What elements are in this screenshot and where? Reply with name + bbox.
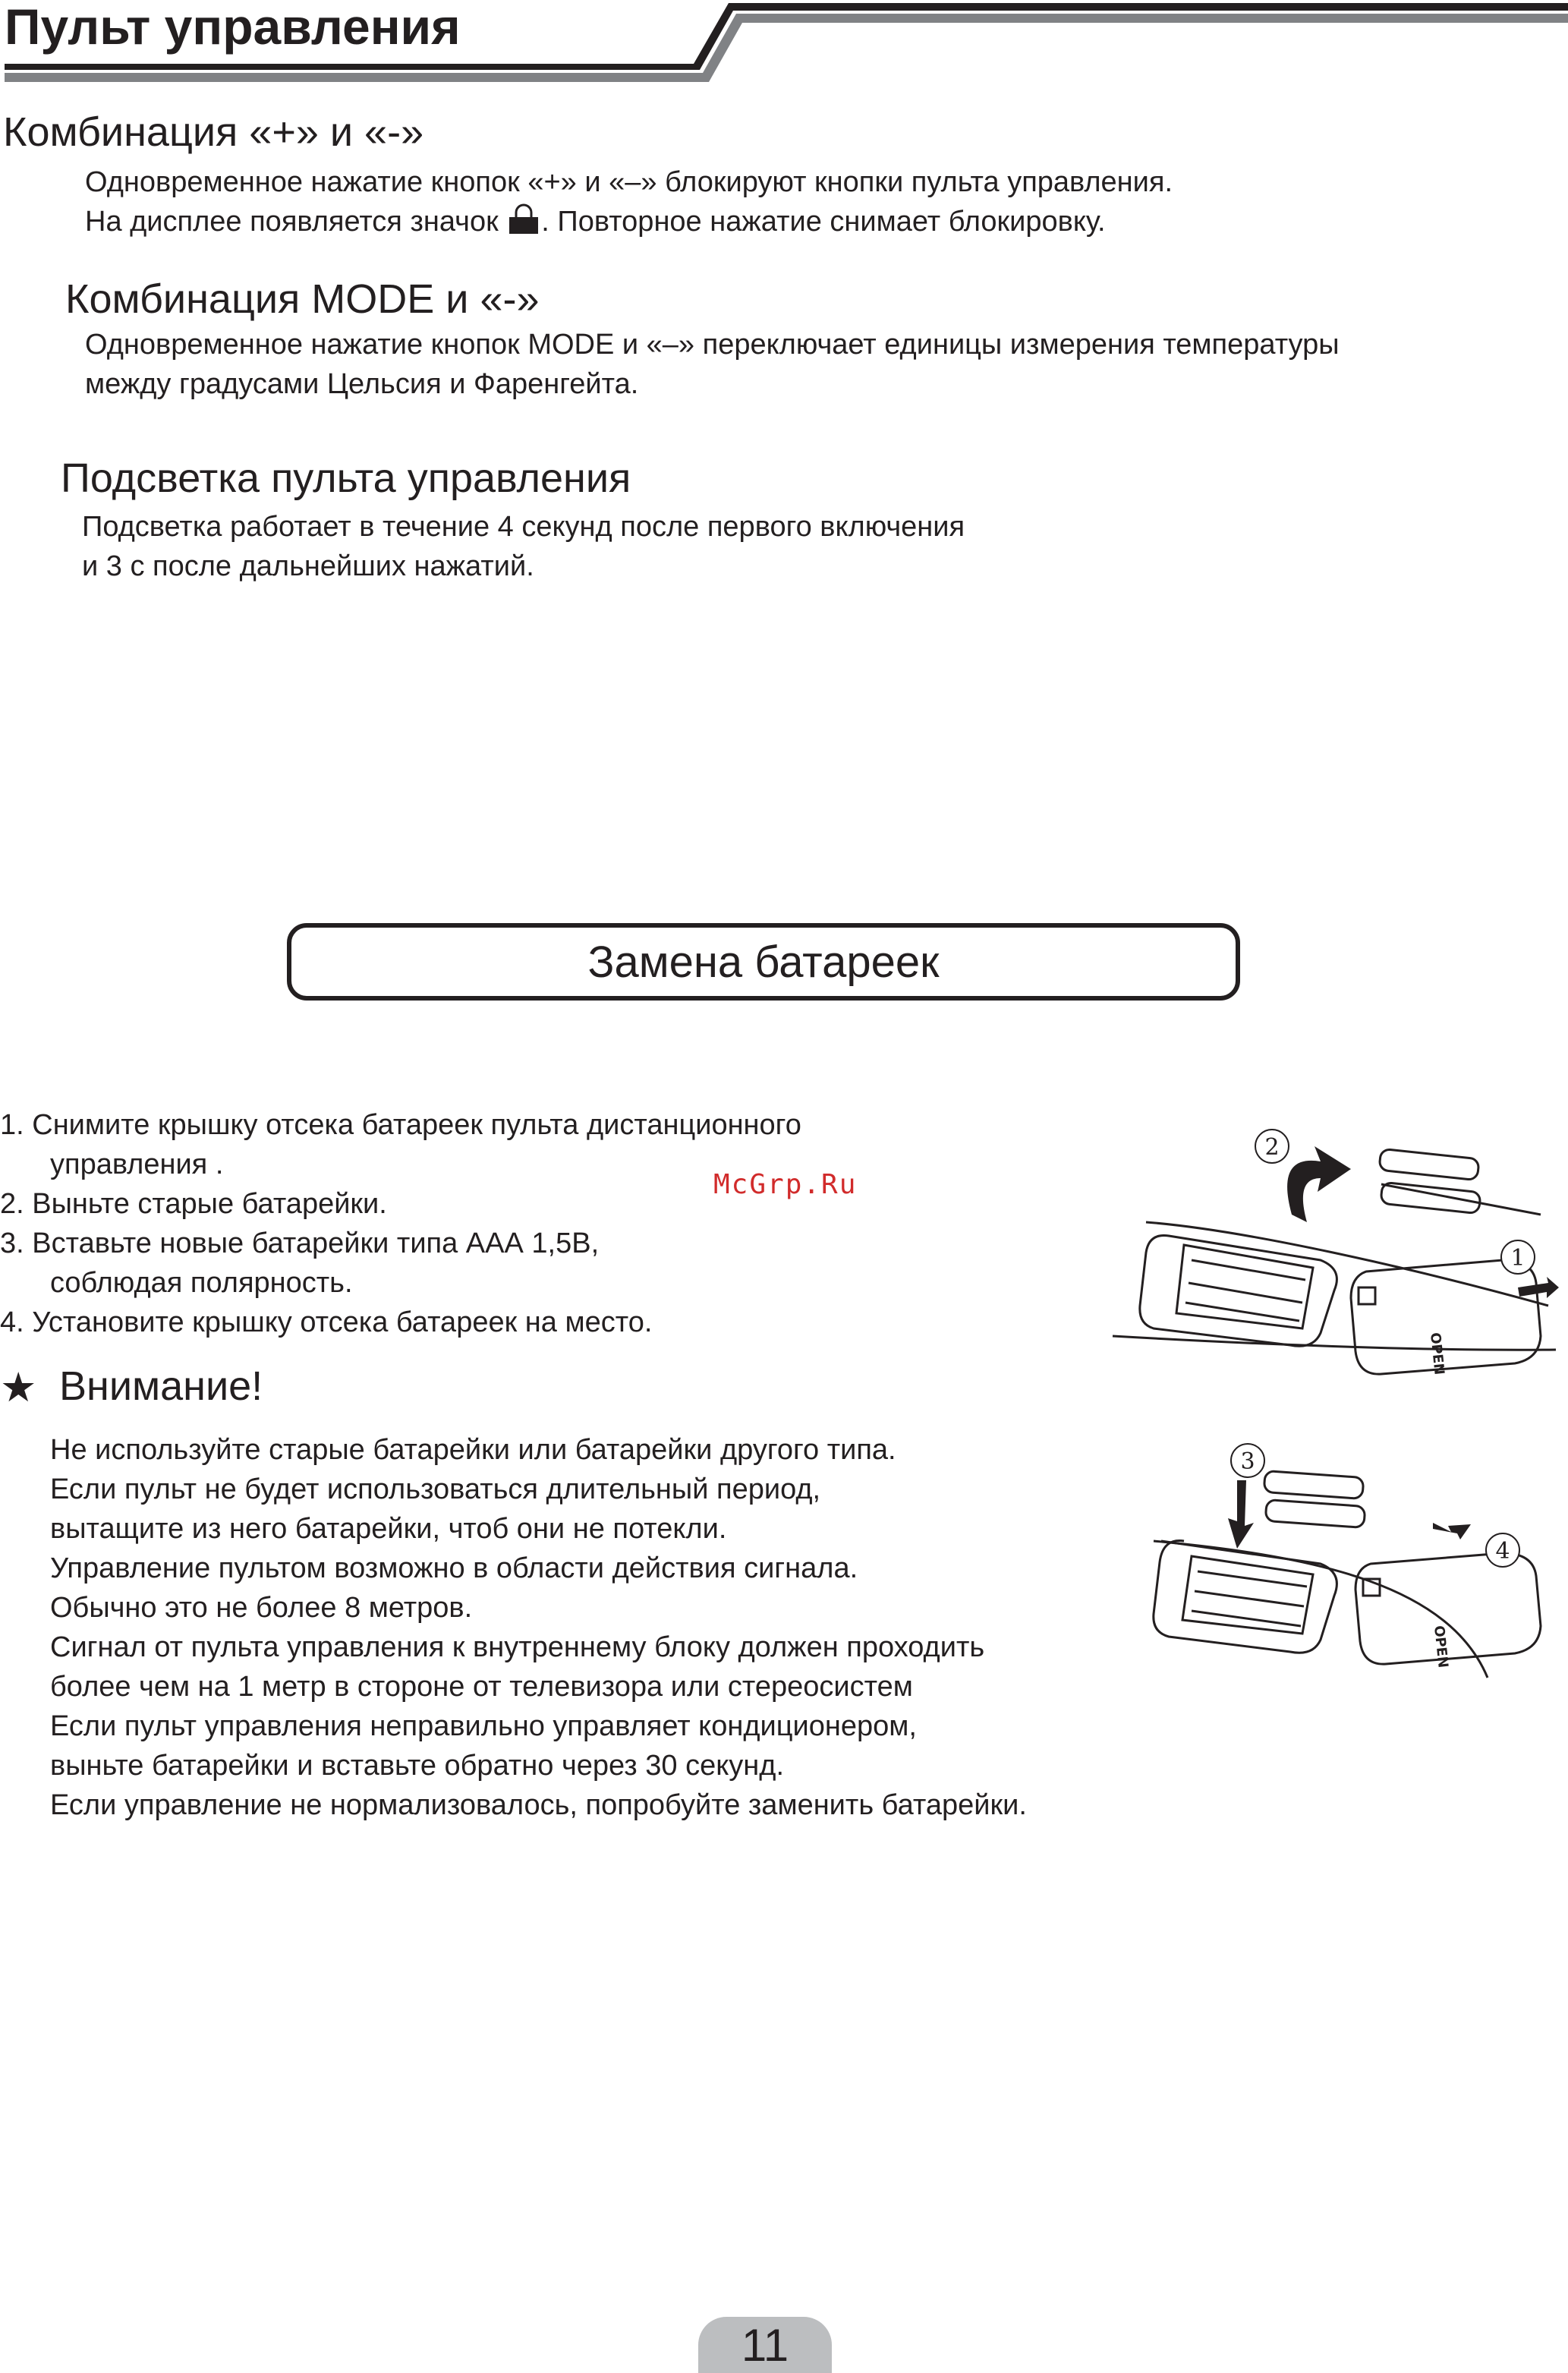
step-number-label: 3 [1240, 1448, 1255, 1475]
step-number-label: 4 [1495, 1538, 1510, 1565]
arrow-icon [1228, 1480, 1254, 1549]
list-item: соблюдая полярность. [50, 1267, 353, 1299]
attention-text [50, 1430, 1027, 1825]
step-number-label: 2 [1264, 1134, 1280, 1161]
battery-section-title: Замена батареек [287, 923, 1240, 1001]
text-line: Обычно это не более 8 метров. [50, 1592, 473, 1624]
list-item: управления . [50, 1149, 224, 1180]
section-heading-plus-minus: Комбинация «+» и «-» [3, 109, 424, 155]
step-number-label: 1 [1510, 1245, 1525, 1272]
text-line: Одновременное нажатие кнопок MODE и «–» переключает единицы измерения температуры [85, 329, 1340, 361]
section-text-plus-minus [85, 162, 1173, 241]
text-line: Если пульт не будет использоваться длительный период, [50, 1473, 821, 1505]
section-heading-mode-minus: Комбинация MODE и «-» [65, 276, 540, 322]
text-line: Если пульт управления неправильно управляет кондиционером, [50, 1710, 917, 1742]
list-item: 1. Снимите крышку отсека батареек пульта дистанционного [0, 1109, 801, 1141]
arrow-icon [1433, 1523, 1471, 1539]
star-icon: ★ [0, 1365, 37, 1410]
text-line: Управление пультом возможно в области действия сигнала. [50, 1552, 858, 1584]
page-title: Пульт управления [5, 0, 461, 55]
battery-removal-illustration [1093, 1108, 1556, 1376]
text-fragment: . Повторное нажатие снимает блокировку. [541, 206, 1106, 238]
lock-icon [508, 210, 540, 235]
cover-open-label: OPEN [1431, 1625, 1451, 1669]
text-line: Если управление не нормализовалось, попробуйте заменить батарейки. [50, 1789, 1027, 1821]
section-text-backlight [82, 507, 965, 586]
list-item: 4. Установите крышку отсека батареек на место. [0, 1306, 653, 1338]
arrow-icon [1518, 1277, 1559, 1298]
page-number: 11 [698, 2317, 832, 2373]
text-line: Одновременное нажатие кнопок «+» и «–» блокируют кнопки пульта управления. [85, 166, 1173, 198]
text-line: вытащите из него батарейки, чтоб они не потекли. [50, 1513, 727, 1545]
cover-open-label: OPEN [1427, 1331, 1447, 1376]
text-line: выньте батарейки и вставьте обратно через 30 секунд. [50, 1750, 785, 1782]
list-item: 2. Выньте старые батарейки. [0, 1188, 387, 1220]
text-line: Подсветка работает в течение 4 секунд после первого включения [82, 511, 965, 543]
text-fragment: На дисплее появляется значок [85, 206, 499, 238]
section-text-mode-minus [85, 325, 1340, 404]
text-line [85, 202, 1173, 241]
text-line: Не используйте старые батарейки или батарейки другого типа. [50, 1434, 896, 1466]
watermark: McGrp.Ru [713, 1169, 858, 1200]
list-item: 3. Вставьте новые батарейки типа ААА 1,5В, [0, 1227, 600, 1259]
attention-heading: Внимание! [59, 1363, 263, 1409]
text-line: и 3 с после дальнейших нажатий. [82, 550, 534, 582]
text-line: между градусами Цельсия и Фаренгейта. [85, 368, 639, 400]
section-heading-backlight: Подсветка пульта управления [61, 455, 631, 501]
text-line: Сигнал от пульта управления к внутреннему блоку должен проходить [50, 1631, 985, 1663]
text-line: более чем на 1 метр в стороне от телевизора или стереосистем [50, 1671, 913, 1703]
battery-steps-list [0, 1105, 801, 1342]
battery-insertion-illustration [1093, 1427, 1556, 1700]
arrow-icon [1287, 1146, 1351, 1222]
